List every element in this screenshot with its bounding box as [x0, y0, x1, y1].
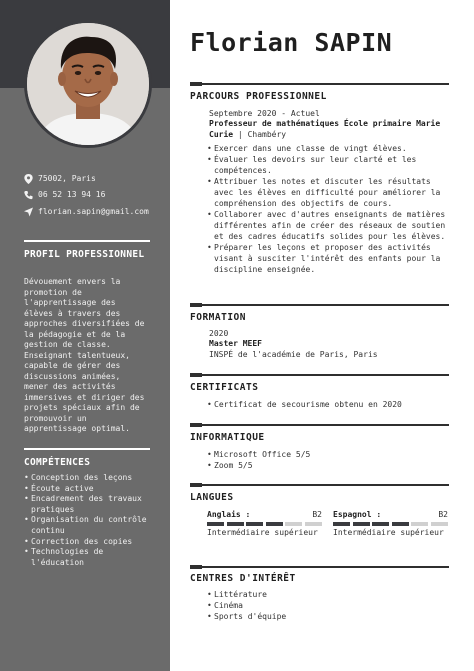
language-level-bar [207, 522, 322, 526]
it-divider [190, 424, 449, 426]
experience-dates: Septembre 2020 - Actuel [209, 109, 320, 118]
list-item: • Littérature [207, 589, 447, 600]
profile-divider [24, 240, 150, 242]
interests-heading: CENTRES D'INTÉRÊT [190, 573, 296, 584]
language-level-segment [411, 522, 428, 526]
language-level: B2 [438, 510, 448, 519]
language-level-segment [227, 522, 244, 526]
list-item: • Évaluer les devoirs sur leur clarté et les compétences. [207, 154, 447, 176]
skills-heading: COMPÉTENCES [24, 457, 91, 468]
language-level-segment [246, 522, 263, 526]
languages-heading: LANGUES [190, 492, 234, 503]
it-heading: INFORMATIQUE [190, 432, 265, 443]
list-item: • Préparer les leçons et proposer des activités visant à susciter l'intérêt des enfants pour la discipline enseignée. [207, 242, 447, 275]
experience-bullets [207, 143, 447, 275]
job-location: Chambéry [247, 130, 287, 139]
certificates-list [207, 399, 447, 410]
language-level-segment [266, 522, 283, 526]
phone-text[interactable]: 06 52 13 94 16 [38, 190, 106, 199]
experience-divider [190, 83, 449, 85]
education-year: 2020 [209, 329, 229, 338]
list-item: • Sports d'équipe [207, 611, 447, 622]
language-level-segment [353, 522, 370, 526]
language-description: Intermédiaire supérieur [333, 528, 444, 537]
list-item: • Zoom 5/5 [207, 460, 447, 471]
list-item: • Collaborer avec d'autres enseignants de matières différentes afin de créer des réseaux de soutien et des cadres éducatifs solides pour les élèves. [207, 209, 447, 242]
sidebar [0, 0, 170, 671]
language-name: Anglais : [207, 510, 251, 519]
email-text[interactable]: florian.sapin@gmail.com [38, 207, 149, 216]
address-text: 75002, Paris [38, 174, 96, 183]
avatar [24, 20, 152, 148]
languages-divider [190, 484, 449, 486]
language-level-segment [392, 522, 409, 526]
language-level-bar [333, 522, 448, 526]
language-level-segment [207, 522, 224, 526]
list-item: • Correction des copies [24, 537, 154, 548]
interests-list [207, 589, 447, 622]
skills-list [24, 473, 154, 568]
language-level-segment [333, 522, 350, 526]
it-list [207, 449, 447, 471]
list-item: • Écoute active [24, 484, 154, 495]
education-divider [190, 304, 449, 306]
language-level: B2 [312, 510, 322, 519]
language-level-segment [372, 522, 389, 526]
education-heading: FORMATION [190, 312, 246, 323]
profile-heading: PROFIL PROFESSIONNEL [24, 249, 145, 260]
list-item: • Conception des leçons [24, 473, 154, 484]
page-title: Florian SAPIN [190, 28, 393, 57]
language-level-segment [285, 522, 302, 526]
location-pin-icon [24, 174, 33, 184]
list-item: • Exercer dans une classe de vingt élèves. [207, 143, 447, 154]
experience-heading: PARCOURS PROFESSIONNEL [190, 91, 327, 102]
list-item: • Encadrement des travaux pratiques [24, 494, 154, 515]
education-school: INSPÉ de l'académie de Paris, Paris [209, 350, 378, 359]
profile-text: Dévouement envers la promotion de l'apprentissage des élèves à travers des approches diversifiées de la pédagogie et de la gestion de classe. Enseignant talentueux, capable de gérer des discussions animées, mener des activités immersives et diriger des projets spéciaux afin de promouvoir un apprentissage optimal. [24, 277, 145, 433]
language-name: Espagnol : [333, 510, 382, 519]
language-description: Intermédiaire supérieur [207, 528, 318, 537]
title-separator: | [237, 130, 243, 139]
language-level-segment [431, 522, 448, 526]
list-item: • Microsoft Office 5/5 [207, 449, 447, 460]
experience-title [209, 118, 441, 140]
list-item: • Cinéma [207, 600, 447, 611]
list-item: • Certificat de secourisme obtenu en 2020 [207, 399, 447, 410]
phone-icon [24, 190, 33, 200]
job-title: Professeur de mathématiques École primaire Marie Curie [209, 119, 441, 139]
list-item: • Technologies de l'éducation [24, 547, 154, 568]
education-degree: Master MEEF [209, 339, 262, 348]
list-item: • Organisation du contrôle continu [24, 515, 154, 536]
skills-divider [24, 448, 150, 450]
interests-divider [190, 566, 449, 568]
certificates-heading: CERTIFICATS [190, 382, 259, 393]
certificates-divider [190, 374, 449, 376]
language-level-segment [305, 522, 322, 526]
send-icon [24, 207, 33, 217]
list-item: • Attribuer les notes et discuter les résultats avec les élèves en difficulté pour améliorer la compréhension des objectifs de cours. [207, 176, 447, 209]
